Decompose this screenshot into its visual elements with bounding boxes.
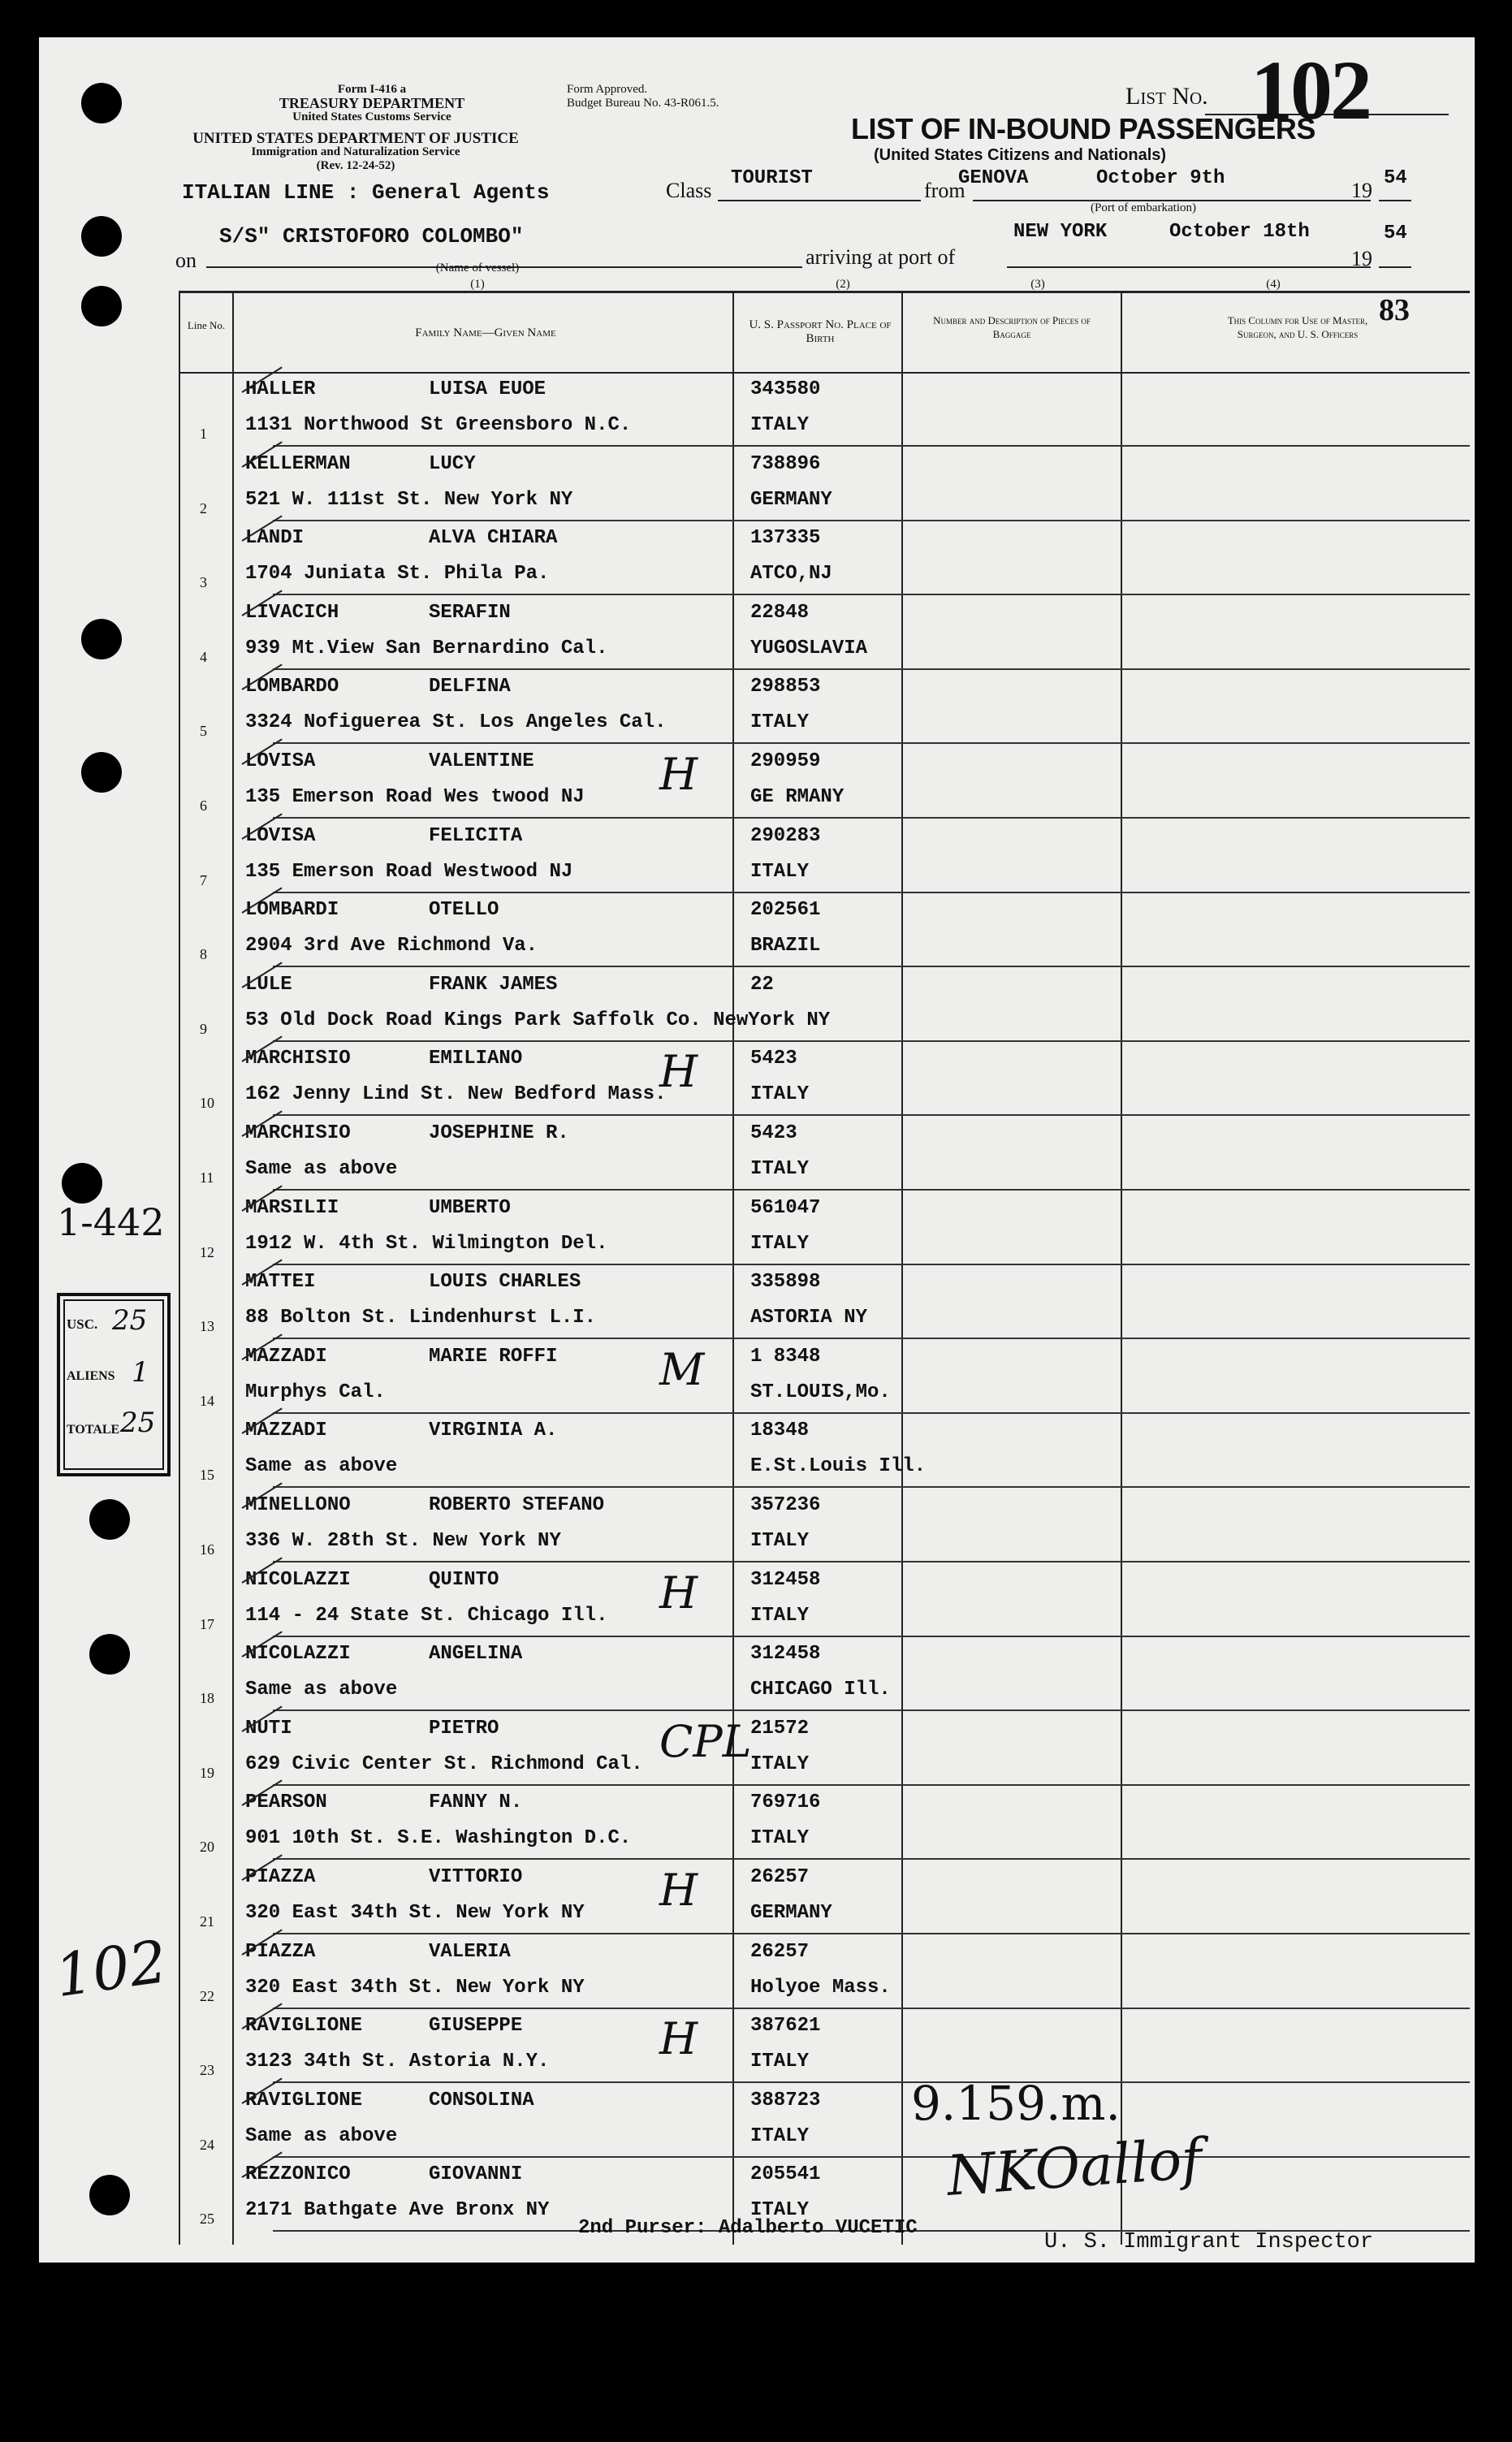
address: 3324 Nofiguerea St. Los Angeles Cal. xyxy=(245,711,667,734)
row-divider xyxy=(273,1114,1470,1116)
address: 336 W. 28th St. New York NY xyxy=(245,1530,561,1552)
family-name: NUTI xyxy=(245,1717,292,1740)
birth-place: ITALY xyxy=(750,2051,810,2073)
address: 901 10th St. S.E. Washington D.C. xyxy=(245,1827,632,1850)
purser-line: 2nd Purser: Adalberto VUCETIC xyxy=(578,2217,918,2239)
line-number: 16 xyxy=(200,1541,214,1558)
table-row xyxy=(39,894,1470,967)
inspector-mark: H xyxy=(659,2013,698,2065)
column-number-1: (1) xyxy=(470,278,485,291)
family-name: MARSILII xyxy=(245,1196,339,1219)
passport-number: 298853 xyxy=(750,676,821,698)
justice-block xyxy=(177,132,534,173)
address: 53 Old Dock Road Kings Park Saffolk Co. NewYork NY xyxy=(245,1009,831,1031)
inspector-mark: H xyxy=(659,749,698,800)
family-name: LULE xyxy=(245,973,292,996)
total-value: 25 xyxy=(120,1407,156,1439)
birth-place: ITALY xyxy=(750,1530,810,1552)
passport-number: 769716 xyxy=(750,1792,821,1814)
given-name: FELICITA xyxy=(429,824,523,847)
address: Same as above xyxy=(245,2124,398,2147)
header-passport: U. S. Passport No. Place of Birth xyxy=(749,318,892,345)
revision-date: (Rev. 12-24-52) xyxy=(316,159,395,172)
row-divider xyxy=(273,668,1470,670)
line-number: 21 xyxy=(200,1913,214,1930)
table-row xyxy=(39,1341,1470,1414)
passport-number: 1 8348 xyxy=(750,1345,821,1368)
given-name: ALVA CHIARA xyxy=(429,527,558,550)
passport-number: 18348 xyxy=(750,1420,810,1442)
usc-label: USC. xyxy=(67,1316,98,1332)
row-divider xyxy=(273,520,1470,521)
punch-hole xyxy=(81,286,122,326)
column-number-4: (4) xyxy=(1266,278,1281,291)
given-name: DELFINA xyxy=(429,676,511,698)
passport-number: 290283 xyxy=(750,824,821,847)
line-number: 4 xyxy=(200,648,207,665)
birth-place: CHICAGO Ill. xyxy=(750,1679,891,1701)
passport-number: 26257 xyxy=(750,1866,810,1888)
birth-place: ITALY xyxy=(750,2124,810,2147)
row-divider xyxy=(273,2081,1470,2083)
birth-place: ITALY xyxy=(750,1604,810,1627)
row-divider xyxy=(273,1338,1470,1339)
row-divider xyxy=(273,2008,1470,2009)
passport-number: 205541 xyxy=(750,2163,821,2186)
family-name: MATTEI xyxy=(245,1271,316,1294)
line-number: 13 xyxy=(200,1318,214,1335)
row-divider xyxy=(273,966,1470,967)
table-row xyxy=(39,1787,1470,1860)
line-number: 3 xyxy=(200,574,207,591)
form-approved: Form Approved. xyxy=(567,83,648,96)
table-row xyxy=(39,1638,1470,1711)
margin-reference: 1-442 xyxy=(57,1200,165,1244)
family-name: MARCHISIO xyxy=(245,1122,351,1144)
aliens-label: ALIENS xyxy=(67,1369,115,1383)
table-row xyxy=(39,746,1470,819)
inspector-line: U. S. Immigrant Inspector xyxy=(1044,2230,1374,2254)
given-name: PIETRO xyxy=(429,1717,499,1740)
birth-place: ITALY xyxy=(750,860,810,883)
address: 320 East 34th St. New York NY xyxy=(245,1902,585,1924)
address: 629 Civic Center St. Richmond Cal. xyxy=(245,1753,643,1775)
line-number: 5 xyxy=(200,723,207,740)
departure-port: GENOVA xyxy=(958,167,1029,189)
birth-place: ITALY xyxy=(750,2199,810,2222)
header-officers: This Column for Use of Master, Surgeon, and U. S. Officers xyxy=(1227,314,1368,340)
table-row xyxy=(39,969,1470,1042)
birth-place: BRAZIL xyxy=(750,935,821,957)
table-top-rule xyxy=(179,291,1470,293)
table-row xyxy=(39,1489,1470,1562)
total-label: TOTALE xyxy=(67,1423,120,1437)
line-number: 25 xyxy=(200,2211,214,2228)
address: 135 Emerson Road Westwood NJ xyxy=(245,860,573,883)
birth-place: YUGOSLAVIA xyxy=(750,637,868,659)
given-name: LUISA EUOE xyxy=(429,378,546,400)
birth-place: ATCO,NJ xyxy=(750,563,832,586)
agent-line: ITALIAN LINE : General Agents xyxy=(182,180,550,205)
given-name: UMBERTO xyxy=(429,1196,511,1219)
table-row xyxy=(39,1713,1470,1786)
passport-number: 388723 xyxy=(750,2089,821,2111)
line-number: 2 xyxy=(200,499,207,516)
time-note: 9.159.m. xyxy=(911,2076,1121,2131)
row-divider xyxy=(273,1040,1470,1042)
header-name: Family Name—Given Name xyxy=(415,326,556,339)
passport-number: 343580 xyxy=(750,378,821,400)
given-name: FANNY N. xyxy=(429,1792,523,1814)
address: 3123 34th St. Astoria N.Y. xyxy=(245,2051,550,2073)
address: Same as above xyxy=(245,1455,398,1478)
passport-number: 335898 xyxy=(750,1271,821,1294)
family-name: KELLERMAN xyxy=(245,452,351,475)
line-number: 11 xyxy=(200,1169,214,1186)
birth-place: ITALY xyxy=(750,711,810,734)
approval-block xyxy=(567,83,762,110)
birth-place: GE RMANY xyxy=(750,786,845,808)
table-row xyxy=(39,671,1470,744)
class-label: Class xyxy=(666,179,712,202)
given-name: SERAFIN xyxy=(429,601,511,624)
usc-value: 25 xyxy=(112,1304,148,1337)
table-row xyxy=(39,448,1470,521)
line-number: 8 xyxy=(200,946,207,963)
list-title: LIST OF IN-BOUND PASSENGERS xyxy=(851,112,1315,145)
row-divider xyxy=(273,1784,1470,1786)
line-number: 18 xyxy=(200,1690,214,1707)
passport-number: 312458 xyxy=(750,1568,821,1591)
table-row xyxy=(39,1564,1470,1637)
row-divider xyxy=(273,1486,1470,1488)
given-name: FRANK JAMES xyxy=(429,973,558,996)
passport-number: 561047 xyxy=(750,1196,821,1219)
row-divider xyxy=(273,1709,1470,1711)
address: 1912 W. 4th St. Wilmington Del. xyxy=(245,1232,608,1255)
line-number: 6 xyxy=(200,797,207,814)
line-number: 22 xyxy=(200,1987,214,2004)
arriving-label: arriving at port of xyxy=(806,245,956,269)
form-number: Form I-416 a xyxy=(337,83,407,96)
birth-place: ITALY xyxy=(750,1753,810,1775)
header-line-no: Line No. xyxy=(187,319,226,331)
customs-service: United States Customs Service xyxy=(292,110,451,123)
given-name: VALENTINE xyxy=(429,750,534,772)
row-divider xyxy=(273,1636,1470,1637)
family-name: MARCHISIO xyxy=(245,1048,351,1070)
arrive-year-prefix: 19 xyxy=(1351,247,1372,270)
treasury-dept: TREASURY DEPARTMENT xyxy=(279,95,465,111)
given-name: JOSEPHINE R. xyxy=(429,1122,569,1144)
passport-number: 22848 xyxy=(750,601,810,624)
address: 521 W. 111st St. New York NY xyxy=(245,488,573,511)
inspector-mark: H xyxy=(659,1865,698,1916)
tally-box xyxy=(57,1293,171,1476)
justice-dept: UNITED STATES DEPARTMENT OF JUSTICE xyxy=(192,130,519,147)
passport-number: 26257 xyxy=(750,1940,810,1963)
given-name: LOUIS CHARLES xyxy=(429,1271,581,1294)
family-name: RAVIGLIONE xyxy=(245,2015,363,2038)
family-name: LOVISA xyxy=(245,750,316,772)
page-count: 83 xyxy=(1379,293,1410,327)
given-name: VALERIA xyxy=(429,1940,511,1963)
family-name: NICOLAZZI xyxy=(245,1643,351,1666)
row-divider xyxy=(273,2156,1470,2158)
ins-service: Immigration and Naturalization Service xyxy=(251,145,460,158)
given-name: MARIE ROFFI xyxy=(429,1345,558,1368)
family-name: HALLER xyxy=(245,378,316,400)
address: Same as above xyxy=(245,1679,398,1701)
passport-number: 738896 xyxy=(750,452,821,475)
line-number: 15 xyxy=(200,1467,214,1484)
table-row xyxy=(39,1415,1470,1488)
given-name: ROBERTO STEFANO xyxy=(429,1494,605,1516)
birth-place: ITALY xyxy=(750,1158,810,1180)
family-name: RAVIGLIONE xyxy=(245,2089,363,2111)
margin-list-number: 102 xyxy=(50,1926,171,2011)
row-divider xyxy=(273,1412,1470,1414)
passport-number: 312458 xyxy=(750,1643,821,1666)
inspector-mark: M xyxy=(659,1343,705,1395)
class-underline xyxy=(718,200,921,201)
table-row xyxy=(39,597,1470,670)
row-divider xyxy=(273,1189,1470,1191)
family-name: MAZZADI xyxy=(245,1345,327,1368)
line-number: 12 xyxy=(200,1243,214,1260)
line-number: 20 xyxy=(200,1839,214,1856)
passport-number: 290959 xyxy=(750,750,821,772)
inspector-signature: NKOallof xyxy=(944,2127,1204,2209)
inspector-mark: CPL xyxy=(659,1715,752,1767)
address: 2904 3rd Ave Richmond Va. xyxy=(245,935,538,957)
departure-date: October 9th xyxy=(1096,167,1225,189)
table-row xyxy=(39,1266,1470,1339)
table-row xyxy=(39,1192,1470,1265)
line-number: 9 xyxy=(200,1020,207,1037)
table-row xyxy=(39,2085,1470,2158)
passport-number: 5423 xyxy=(750,1122,797,1144)
line-number: 7 xyxy=(200,871,207,888)
table-row xyxy=(39,374,1470,447)
passport-number: 21572 xyxy=(750,1717,810,1740)
address: 135 Emerson Road Wes twood NJ xyxy=(245,786,585,808)
column-number-2: (2) xyxy=(836,278,850,291)
row-divider xyxy=(273,594,1470,595)
departure-year: 54 xyxy=(1384,167,1407,189)
table-row xyxy=(39,1936,1470,2009)
header-baggage: Number and Description of Pieces of Baggage xyxy=(933,314,1091,340)
row-divider xyxy=(273,817,1470,819)
family-name: PEARSON xyxy=(245,1792,327,1814)
passport-number: 202561 xyxy=(750,899,821,922)
depart-year-underline xyxy=(1379,200,1411,201)
arrival-date: October 18th xyxy=(1169,221,1310,243)
family-name: LANDI xyxy=(245,527,305,550)
passport-number: 387621 xyxy=(750,2015,821,2038)
birth-place: ITALY xyxy=(750,1827,810,1850)
family-name: LOMBARDI xyxy=(245,899,339,922)
arrive-year-underline xyxy=(1379,266,1411,268)
birth-place: ITALY xyxy=(750,414,810,436)
address: 114 - 24 State St. Chicago Ill. xyxy=(245,1604,608,1627)
row-divider xyxy=(273,445,1470,447)
family-name: LOMBARDO xyxy=(245,676,339,698)
manifest-page xyxy=(39,37,1475,2263)
list-number: 102 xyxy=(1251,44,1370,137)
vessel-note: (Name of vessel) xyxy=(435,261,520,274)
line-number: 1 xyxy=(200,426,207,442)
arrival-port: NEW YORK xyxy=(1013,221,1108,243)
family-name: MINELLONO xyxy=(245,1494,351,1516)
given-name: QUINTO xyxy=(429,1568,499,1591)
birth-place: E.St.Louis Ill. xyxy=(750,1455,927,1478)
row-divider xyxy=(273,892,1470,893)
line-number: 19 xyxy=(200,1764,214,1781)
birth-place: ITALY xyxy=(750,1083,810,1106)
table-row xyxy=(39,1117,1470,1191)
class-value: TOURIST xyxy=(731,167,813,189)
line-number: 23 xyxy=(200,2062,214,2079)
row-divider xyxy=(273,1858,1470,1860)
family-name: MAZZADI xyxy=(245,1420,327,1442)
given-name: ANGELINA xyxy=(429,1643,523,1666)
from-label: from xyxy=(924,179,966,202)
list-subtitle: (United States Citizens and Nationals) xyxy=(874,146,1167,164)
vessel-name: S/S" CRISTOFORO COLOMBO" xyxy=(219,224,524,249)
address: 1704 Juniata St. Phila Pa. xyxy=(245,563,550,586)
form-header-left xyxy=(250,83,494,124)
inspector-mark: H xyxy=(659,1046,698,1098)
passport-number: 22 xyxy=(750,973,774,996)
address: 1131 Northwood St Greensboro N.C. xyxy=(245,414,632,436)
aliens-value: 1 xyxy=(132,1356,149,1389)
on-label: on xyxy=(175,249,197,272)
address: Same as above xyxy=(245,1158,398,1180)
passport-number: 357236 xyxy=(750,1494,821,1516)
address: 88 Bolton St. Lindenhurst L.I. xyxy=(245,1307,597,1329)
given-name: LUCY xyxy=(429,452,476,475)
arrival-year: 54 xyxy=(1384,223,1407,244)
line-number: 14 xyxy=(200,1392,214,1409)
birth-place: Holyoe Mass. xyxy=(750,1976,891,1999)
family-name: LIVACICH xyxy=(245,601,339,624)
address: 320 East 34th St. New York NY xyxy=(245,1976,585,1999)
given-name: VIRGINIA A. xyxy=(429,1420,558,1442)
address: Murphys Cal. xyxy=(245,1381,386,1403)
table-row xyxy=(39,1861,1470,1934)
line-number: 24 xyxy=(200,2136,214,2153)
address: 162 Jenny Lind St. New Bedford Mass. xyxy=(245,1083,667,1106)
passport-number: 5423 xyxy=(750,1048,797,1070)
family-name: REZZONICO xyxy=(245,2163,351,2186)
birth-place: ST.LOUIS,Mo. xyxy=(750,1381,891,1403)
embarkation-note: (Port of embarkation) xyxy=(1091,201,1196,214)
passport-number: 137335 xyxy=(750,527,821,550)
table-row xyxy=(39,1043,1470,1116)
given-name: CONSOLINA xyxy=(429,2089,534,2111)
birth-place: ASTORIA NY xyxy=(750,1307,868,1329)
given-name: VITTORIO xyxy=(429,1866,523,1888)
birth-place: ITALY xyxy=(750,1232,810,1255)
family-name: PIAZZA xyxy=(245,1940,316,1963)
arrival-underline xyxy=(1007,266,1371,268)
line-number: 10 xyxy=(200,1095,214,1112)
passenger-table xyxy=(39,374,1470,2241)
family-name: NICOLAZZI xyxy=(245,1568,351,1591)
table-row xyxy=(39,2010,1470,2083)
address: 2171 Bathgate Ave Bronx NY xyxy=(245,2199,550,2222)
row-divider xyxy=(273,742,1470,744)
given-name: OTELLO xyxy=(429,899,499,922)
depart-year-prefix: 19 xyxy=(1351,179,1372,202)
inspector-mark: H xyxy=(659,1567,698,1619)
given-name: GIOVANNI xyxy=(429,2163,523,2186)
family-name: PIAZZA xyxy=(245,1866,316,1888)
row-divider xyxy=(273,1561,1470,1562)
row-divider xyxy=(273,1933,1470,1934)
list-number-label: List No. xyxy=(1125,83,1208,110)
address: 939 Mt.View San Bernardino Cal. xyxy=(245,637,608,659)
birth-place: GERMANY xyxy=(750,1902,832,1924)
table-row xyxy=(39,820,1470,893)
family-name: LOVISA xyxy=(245,824,316,847)
line-number: 17 xyxy=(200,1615,214,1632)
given-name: GIUSEPPE xyxy=(429,2015,523,2038)
budget-bureau: Budget Bureau No. 43-R061.5. xyxy=(567,97,719,110)
given-name: EMILIANO xyxy=(429,1048,523,1070)
punch-hole xyxy=(81,83,122,123)
column-number-3: (3) xyxy=(1030,278,1045,291)
table-row xyxy=(39,522,1470,595)
row-divider xyxy=(273,1264,1470,1265)
punch-hole xyxy=(81,216,122,257)
birth-place: GERMANY xyxy=(750,488,832,511)
